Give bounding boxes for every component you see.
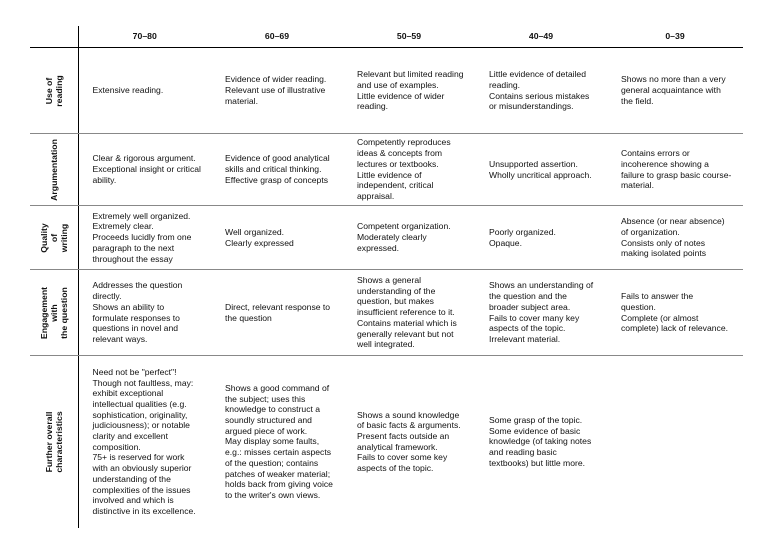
grade-band-header-row: [30, 26, 743, 48]
descriptor-cell: Some grasp of the topic. Some evidence of basic knowledge (of taking notes and reading basic textbooks) but little more.: [489, 414, 592, 468]
descriptor-cell: Competently reproduces ideas & concepts from lectures or textbooks. Little evidence of independent, critical appraisal.: [343, 134, 475, 206]
descriptor-cell: Shows no more than a very general acquaintance with the field.: [607, 48, 743, 134]
descriptor-cell: Extensive reading.: [78, 48, 211, 134]
descriptor-cell: Evidence of wider reading. Relevant use of illustrative material.: [211, 48, 343, 134]
criterion-label-cell: [30, 206, 78, 270]
descriptor-cell: Shows a general understanding of the question, but makes insufficient reference to it. Contains material which is generally relevant but not well integrated.: [343, 270, 475, 356]
criterion-label-cell: [30, 270, 78, 356]
descriptor-cell: Competent organization. Moderately clearly expressed.: [343, 206, 475, 270]
descriptor-cell: Clear & rigorous argument. Exceptional insight or critical ability.: [78, 134, 211, 206]
descriptor-cell: Need not be "perfect"! Though not faultless, may: exhibit exceptional intellectual qualities (e.g. sophistication, originality, judiciousness); or notable clarity and excellent composition. 75+ is reserved for work with an obviously superior understanding of the complexities of the issues involved and which is distinctive in its excellence.: [92, 366, 196, 516]
criterion-label-cell: [30, 134, 78, 206]
descriptor-cell: Absence (or near absence) of organization. Consists only of notes making isolated points: [607, 206, 743, 270]
descriptor-cell: Little evidence of detailed reading. Contains serious mistakes or misunderstandings.: [475, 48, 607, 134]
criterion-label: Further overall characteristics: [43, 411, 64, 473]
descriptor-cell: Shows an understanding of the question and the broader subject area. Fails to cover many key aspects of the topic. Irrelevant material.: [475, 270, 607, 356]
descriptor-cell: Unsupported assertion. Wholly uncritical approach.: [475, 134, 607, 206]
descriptor-cell: Addresses the question directly. Shows an ability to formulate responses to questions in novel and relevant ways.: [78, 270, 211, 356]
descriptor-cell: Shows a good command of the subject; uses this knowledge to construct a soundly structured and argued piece of work. May display some faults, e.g.: misses certain aspects of the question; contains patches of weaker material; holds back from giving voice to the writer's own views.: [225, 382, 333, 500]
descriptor-cell: [607, 356, 743, 528]
descriptor-cell: Shows a sound knowledge of basic facts & arguments. Present facts outside an analytical framework. Fails to cover some key aspects of the topic.: [357, 409, 461, 474]
descriptor-cell: Extremely well organized. Extremely clear. Proceeds lucidly from one paragraph to the next throughout the essay: [78, 206, 211, 270]
criterion-row-further-characteristics: [30, 356, 743, 528]
grade-band-40-49: 40–49: [475, 26, 607, 48]
grade-band-70-80: 70–80: [78, 26, 211, 48]
criterion-row-quality-of-writing: [30, 206, 743, 270]
criterion-label: Quality of writing: [38, 222, 69, 253]
criterion-label-cell: [30, 356, 78, 528]
criterion-label: Argumentation: [48, 138, 59, 201]
grading-rubric-table: [30, 26, 743, 528]
descriptor-cell: Well organized. Clearly expressed: [211, 206, 343, 270]
descriptor-cell: Evidence of good analytical skills and critical thinking. Effective grasp of concepts: [211, 134, 343, 206]
descriptor-cell: Direct, relevant response to the question: [211, 270, 343, 356]
corner-cell: [30, 26, 78, 48]
criterion-row-engagement: [30, 270, 743, 356]
descriptor-cell: Relevant but limited reading and use of examples. Little evidence of wider reading.: [343, 48, 475, 134]
criterion-row-argumentation: [30, 134, 743, 206]
grade-band-0-39: 0–39: [607, 26, 743, 48]
criterion-row-use-of-reading: [30, 48, 743, 134]
descriptor-cell: Contains errors or incoherence showing a failure to grasp basic course- material.: [607, 134, 743, 206]
grade-band-60-69: 60–69: [211, 26, 343, 48]
criterion-label-cell: [30, 48, 78, 134]
criterion-label: Engagement with the question: [38, 286, 69, 339]
descriptor-cell: Fails to answer the question. Complete (or almost complete) lack of relevance.: [607, 270, 743, 356]
grade-band-50-59: 50–59: [343, 26, 475, 48]
descriptor-cell: Poorly organized. Opaque.: [475, 206, 607, 270]
criterion-label: Use of reading: [43, 74, 64, 107]
